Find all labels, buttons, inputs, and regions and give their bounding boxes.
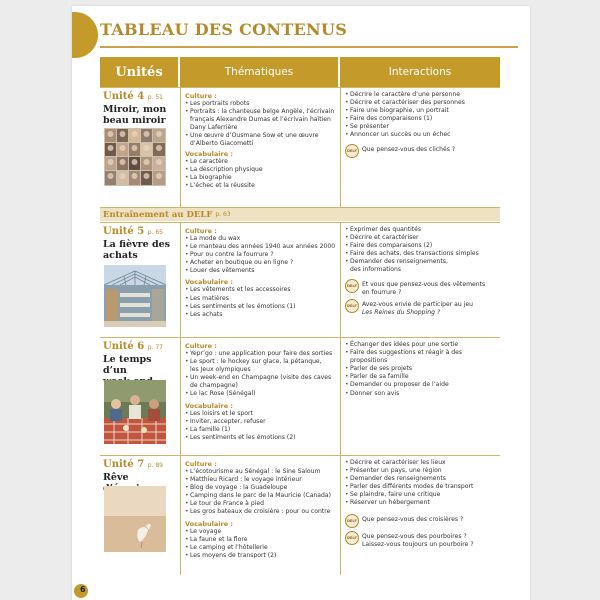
chapter-tab <box>72 12 98 58</box>
delf-question: en fourrure ? <box>362 288 402 296</box>
vocab-item: • Inviter, accepter, refuser <box>185 418 336 426</box>
delf-prompt <box>345 279 496 297</box>
unit-cell <box>100 88 180 207</box>
culture-item: Dany Laferrière <box>190 124 238 132</box>
unit-cell <box>100 338 180 455</box>
unit-title: beau miroir <box>103 115 166 126</box>
interactions-cell <box>340 88 500 207</box>
interaction-item: • Décrire le caractère d’une personne <box>345 91 496 99</box>
culture-item: • Pour ou contre la fourrure ? <box>185 251 336 259</box>
vocab-item: • Les achats <box>185 311 336 319</box>
culture-item: • Acheter en boutique ou en ligne ? <box>185 259 336 267</box>
culture-item: • Matthieu Ricard : le voyage intérieur <box>185 476 336 484</box>
culture-item: • Les gros bateaux de croisière : pour ou contre <box>185 508 336 516</box>
delf-question: Avez-vous envie de participer au jeu <box>362 300 473 308</box>
interaction-item: • Exprimer des quantités <box>345 226 496 234</box>
unit-row-6 <box>100 337 500 455</box>
unit-title: Le temps d’un <box>103 354 152 376</box>
unit-page: p. 89 <box>147 462 163 469</box>
themes-cell <box>180 223 340 337</box>
culture-item: • Louer des vêtements <box>185 267 336 275</box>
delf-badge-icon: DELF <box>345 514 359 528</box>
culture-item: les Jeux olympiques <box>190 366 251 374</box>
interaction-item: • Annoncer un succès ou un échec <box>345 131 496 139</box>
culture-item: • Blog de voyage : la Guadeloupe <box>185 484 336 492</box>
interaction-item: des informations <box>350 266 402 274</box>
vocab-item: • La biographie <box>185 174 336 182</box>
vocab-item: • Les moyens de transport (2) <box>185 552 336 560</box>
page-number: 6 <box>80 585 86 594</box>
culture-label: Culture : <box>185 342 217 350</box>
delf-prompt <box>345 144 496 158</box>
delf-badge-icon: DELF <box>345 279 359 293</box>
delf-training-page: p. 63 <box>215 211 231 218</box>
page-title: TABLEAU DES CONTENUS <box>100 20 348 39</box>
delf-badge-icon: DELF <box>345 299 359 313</box>
culture-item: • Une œuvre d’Ousmane Sow et une œuvre <box>185 132 336 140</box>
interaction-item: • Parler des différents modes de transport <box>345 483 496 491</box>
unit-page: p. 51 <box>147 94 163 101</box>
culture-item: • Un week-end en Champagne (visite des caves <box>185 374 336 382</box>
delf-badge-icon: DELF <box>345 531 359 545</box>
culture-item: • Le tour de France à pied <box>185 500 336 508</box>
interaction-item: • Décrire et caractériser les lieux <box>345 459 496 467</box>
header-units: Unités <box>100 57 178 87</box>
delf-prompt <box>345 299 496 317</box>
vocab-item: • Les sentiments et les émotions (1) <box>185 303 336 311</box>
desert-bird-image <box>104 486 166 552</box>
culture-item: • Le lac Rose (Sénégal) <box>185 390 336 398</box>
interaction-item: • Parler de ses projets <box>345 365 496 373</box>
interaction-item: • Demander ou proposer de l’aide <box>345 381 496 389</box>
themes-cell <box>180 456 340 575</box>
unit-page: p. 65 <box>147 229 163 236</box>
interaction-item: • Demander des renseignements, <box>345 258 496 266</box>
culture-label: Culture : <box>185 460 217 468</box>
themes-cell <box>180 338 340 455</box>
culture-label: Culture : <box>185 92 217 100</box>
interaction-item: propositions <box>350 357 388 365</box>
delf-training-band <box>100 207 500 221</box>
delf-badge-icon: DELF <box>345 144 359 158</box>
delf-prompt <box>345 531 496 549</box>
header-interactions: Interactions <box>340 57 500 87</box>
unit-number: Unité 7 <box>103 459 145 470</box>
title-rule <box>100 46 518 48</box>
culture-item: • L’écotourisme au Sénégal : le Sine Saloum <box>185 468 336 476</box>
delf-question: Les Reines du Shopping ? <box>362 308 441 316</box>
interaction-item: • Présenter un pays, une région <box>345 467 496 475</box>
unit-title: La fièvre des <box>103 239 171 250</box>
interaction-item: • Parler de sa famille <box>345 373 496 381</box>
culture-item: de champagne) <box>190 382 238 390</box>
vocab-item: • Le voyage <box>185 528 336 536</box>
delf-prompt <box>345 514 496 528</box>
interactions-cell <box>340 456 500 575</box>
culture-item: • Le manteau des années 1940 aux années 2000 <box>185 243 336 251</box>
interaction-item: • Faire des comparaisons (2) <box>345 242 496 250</box>
interaction-item: • Se plaindre, faire une critique <box>345 491 496 499</box>
culture-item: • Camping dans le parc de la Mauricie (Canada) <box>185 492 336 500</box>
delf-question: Laissez-vous toujours un pourboire ? <box>362 540 474 548</box>
interaction-item: • Faire des comparaisons (1) <box>345 115 496 123</box>
header-themes: Thématiques <box>180 57 338 87</box>
vocab-item: • La famille (1) <box>185 426 336 434</box>
interaction-item: • Échanger des idées pour une sortie <box>345 341 496 349</box>
themes-cell <box>180 88 340 207</box>
vocab-item: • La description physique <box>185 166 336 174</box>
interaction-item: • Décrire et caractériser <box>345 234 496 242</box>
culture-item: • Le sport : le hockey sur glace, la pétanque, <box>185 358 336 366</box>
interaction-item: • Faire des suggestions et réagir à des <box>345 349 496 357</box>
unit-page: p. 77 <box>147 344 163 351</box>
interaction-item: • Demander des renseignements <box>345 475 496 483</box>
vocab-label: Vocabulaire : <box>185 149 233 158</box>
interaction-item: • Décrire et caractériser des personnes <box>345 99 496 107</box>
interaction-item: • Donner son avis <box>345 390 496 398</box>
culture-item: français Alexandre Dumas et l’écrivain haïtien <box>190 116 331 124</box>
vocab-item: • Les vêtements et les accessoires <box>185 286 336 294</box>
vocab-item: • Les sentiments et les émotions (2) <box>185 434 336 442</box>
culture-item: • Yepr’go : une application pour faire des sorties <box>185 350 336 358</box>
delf-question: Que pensez-vous des pourboires ? <box>362 532 467 540</box>
vocab-label: Vocabulaire : <box>185 401 233 410</box>
unit-number: Unité 4 <box>103 91 145 102</box>
unit-row-4 <box>100 87 500 207</box>
vocab-item: • Le camping et l’hôtellerie <box>185 544 336 552</box>
unit-number: Unité 5 <box>103 226 145 237</box>
unit-row-5 <box>100 222 500 337</box>
unit-title: achats <box>103 250 138 261</box>
vocab-label: Vocabulaire : <box>185 278 233 287</box>
portraits-grid-image <box>104 128 166 186</box>
interaction-item: • Se présenter <box>345 123 496 131</box>
interaction-item: • Faire des achats, des transactions simples <box>345 250 496 258</box>
culture-item: • Portraits : la chanteuse belge Angèle, l’écrivain <box>185 108 336 116</box>
culture-item: d’Alberto Giacometti <box>190 140 254 148</box>
unit-number: Unité 6 <box>103 341 145 352</box>
culture-item: • Les portraits robots <box>185 100 336 108</box>
interactions-cell <box>340 223 500 337</box>
unit-title: Miroir, mon <box>103 104 167 115</box>
picnic-image <box>104 380 166 444</box>
unit-cell <box>100 223 180 337</box>
delf-question: Et vous que pensez-vous des vêtements <box>362 280 486 288</box>
unit-cell <box>100 456 180 575</box>
vocab-item: • Les matières <box>185 295 336 303</box>
interactions-cell <box>340 338 500 455</box>
unit-row-7 <box>100 455 500 575</box>
vocab-item: • La faune et la flore <box>185 536 336 544</box>
interaction-item: • Faire une biographie, un portrait <box>345 107 496 115</box>
unit-title: Rêve <box>103 472 129 483</box>
vocab-item: • Les loisirs et le sport <box>185 410 336 418</box>
culture-label: Culture : <box>185 227 217 235</box>
interaction-item: • Réserver un hébergement <box>345 499 496 507</box>
page <box>72 6 530 600</box>
shopping-mall-image <box>104 265 166 327</box>
vocab-item: • L’échec et la réussite <box>185 182 336 190</box>
culture-item: • La mode du wax <box>185 235 336 243</box>
delf-question: Que pensez-vous des croisières ? <box>362 515 464 523</box>
vocab-item: • Le caractère <box>185 158 336 166</box>
delf-training-label: Entraînement au DELF <box>103 209 213 220</box>
delf-question: Que pensez-vous des clichés ? <box>362 145 456 153</box>
vocab-label: Vocabulaire : <box>185 519 233 528</box>
